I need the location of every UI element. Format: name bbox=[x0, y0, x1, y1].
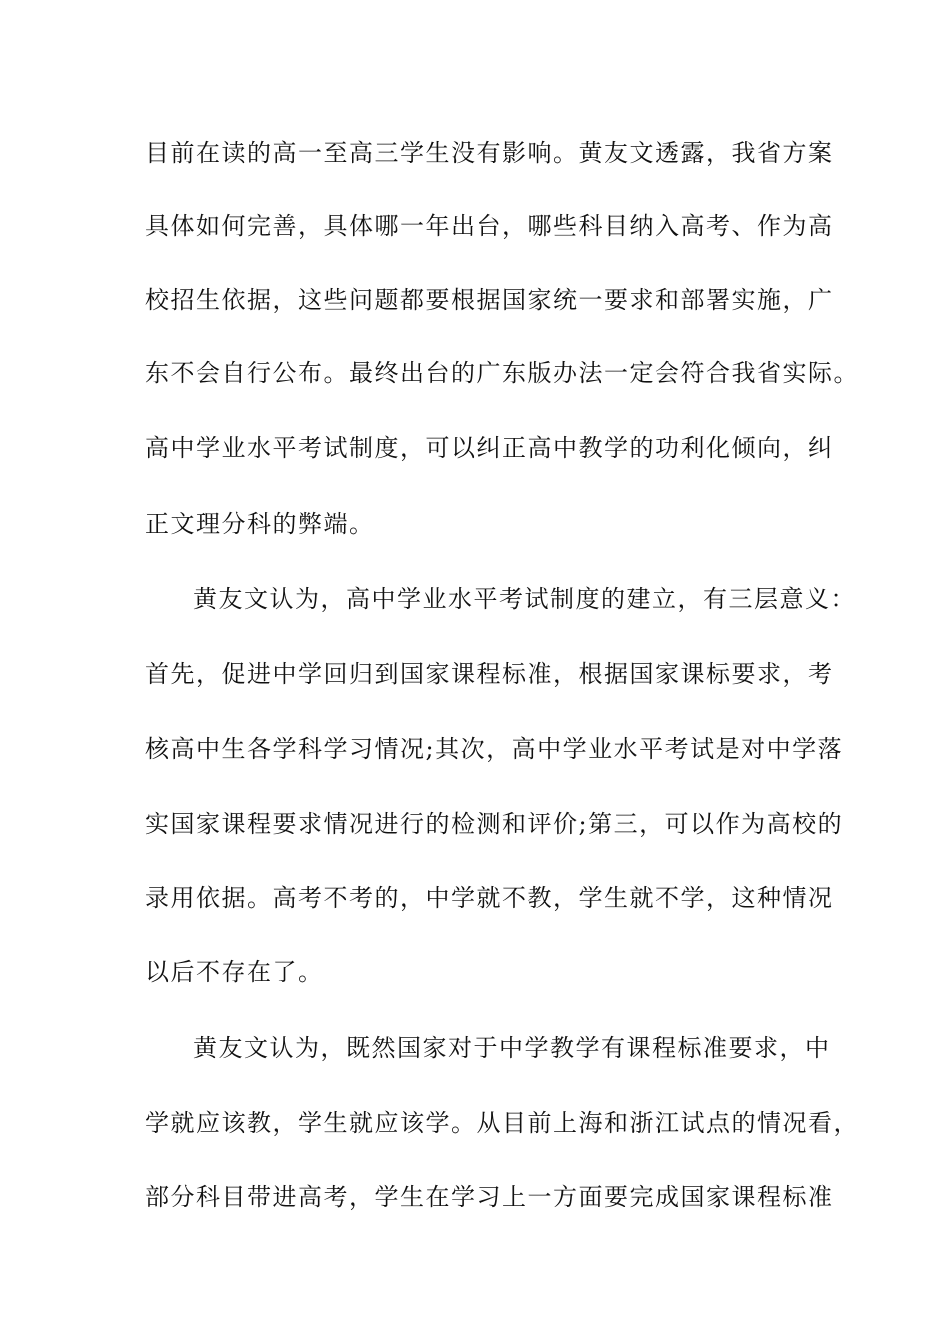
text-line: 目前在读的高一至高三学生没有影响。黄友文透露，我省方案 bbox=[145, 139, 834, 167]
text-line: 录用依据。高考不考的，中学就不教，学生就不学，这种情况 bbox=[145, 884, 834, 912]
paragraph-first-line: 黄友文认为，高中学业水平考试制度的建立，有三层意义： bbox=[193, 585, 856, 613]
text-line: 校招生依据，这些问题都要根据国家统一要求和部署实施，广 bbox=[145, 286, 834, 314]
text-line: 首先，促进中学回归到国家课程标准，根据国家课标要求，考 bbox=[145, 660, 834, 688]
text-line: 东不会自行公布。最终出台的广东版办法一定会符合我省实际。 bbox=[145, 359, 859, 387]
paragraph-first-line: 黄友文认为，既然国家对于中学教学有课程标准要求，中 bbox=[193, 1034, 831, 1062]
text-line: 具体如何完善，具体哪一年出台，哪些科目纳入高考、作为高 bbox=[145, 212, 834, 240]
text-line: 实国家课程要求情况进行的检测和评价;第三，可以作为高校的 bbox=[145, 810, 844, 838]
text-line: 正文理分科的弊端。 bbox=[145, 510, 375, 538]
text-line: 部分科目带进高考，学生在学习上一方面要完成国家课程标准 bbox=[145, 1183, 834, 1211]
text-line: 学就应该教，学生就应该学。从目前上海和浙江试点的情况看， bbox=[145, 1109, 859, 1137]
text-line: 核高中生各学科学习情况;其次，高中学业水平考试是对中学落 bbox=[145, 735, 844, 763]
text-line: 以后不存在了。 bbox=[145, 958, 324, 986]
text-line: 高中学业水平考试制度，可以纠正高中教学的功利化倾向，纠 bbox=[145, 434, 834, 462]
